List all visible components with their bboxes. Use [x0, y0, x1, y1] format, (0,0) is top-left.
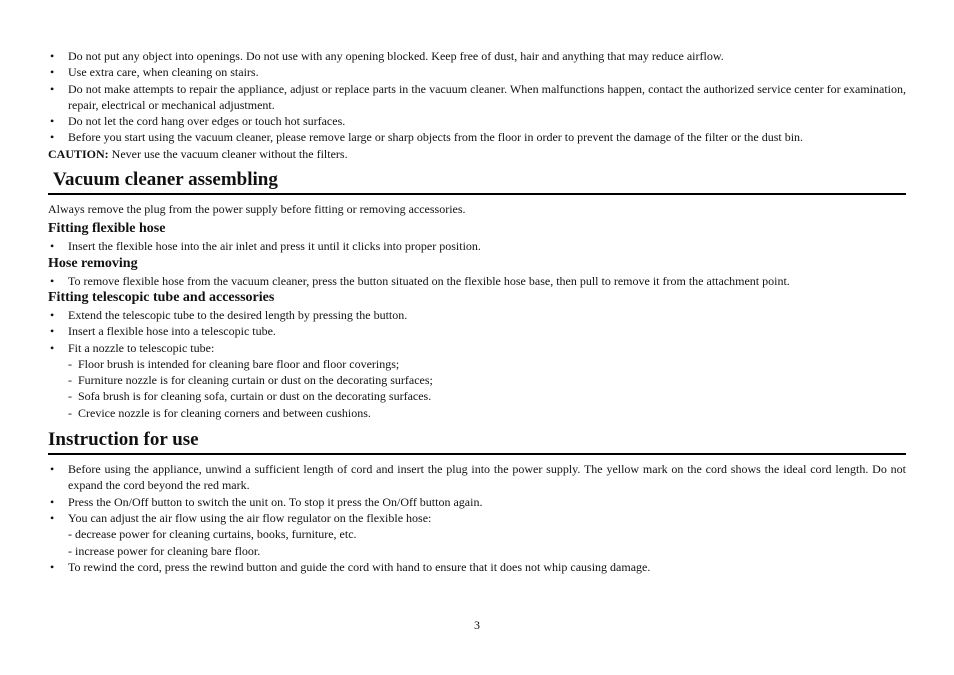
caution-text: Never use the vacuum cleaner without the filters.	[108, 146, 348, 161]
section-title-instruction: Instruction for use	[48, 428, 906, 455]
fitting-hose-list	[48, 238, 906, 254]
airflow-text: You can adjust the air flow using the air flow regulator on the flexible hose:	[68, 510, 432, 525]
instruction-item-rewind: • To rewind the cord, press the rewind button and guide the cord with hand to ensure that it does not whip causing damage.	[48, 559, 906, 575]
subheading-fitting-hose: Fitting flexible hose	[48, 221, 166, 237]
nozzle-item-furniture	[68, 372, 906, 388]
nozzle-list	[48, 356, 906, 421]
safety-item-cord: • Do not let the cord hang over edges or touch hot surfaces.	[48, 113, 906, 129]
hose-removing-list	[48, 273, 906, 289]
dash-marker: -	[68, 389, 72, 404]
instruction-item-airflow	[48, 510, 906, 559]
nozzle-item-floor-brush	[68, 356, 906, 372]
airflow-option-decrease: - decrease power for cleaning curtains, books, furniture, etc.	[68, 527, 357, 542]
instruction-list	[48, 461, 906, 575]
assembling-intro: Always remove the plug from the power supply before fitting or removing accessories.	[48, 202, 466, 217]
subheading-hose-removing: Hose removing	[48, 255, 138, 271]
nozzle-text: Furniture nozzle is for cleaning curtain or dust on the decorating surfaces;	[78, 373, 433, 388]
safety-item-repair: • Do not make attempts to repair the appliance, adjust or replace parts in the vacuum cleaner. When malfunctions happen, contact the authorized service center for examination, repair, electrical or mechanical adjustment.	[48, 81, 906, 114]
subheading-telescopic: Fitting telescopic tube and accessories	[48, 289, 275, 305]
telescopic-item-extend: • Extend the telescopic tube to the desired length by pressing the button.	[48, 307, 906, 323]
nozzle-item-sofa-brush	[68, 388, 906, 404]
nozzle-item-crevice	[68, 405, 906, 421]
airflow-option-increase: - increase power for cleaning bare floor.	[68, 543, 261, 558]
safety-item-objects: • Before you start using the vacuum cleaner, please remove large or sharp objects from the floor in order to prevent the damage of the filter or the dust bin.	[48, 129, 906, 145]
caution-label: CAUTION:	[48, 146, 109, 161]
fitting-hose-item: • Insert the flexible hose into the air inlet and press it until it clicks into proper position.	[48, 238, 906, 254]
telescopic-list	[48, 307, 906, 356]
instruction-item-unwind: • Before using the appliance, unwind a sufficient length of cord and insert the plug into the power supply. The yellow mark on the cord shows the ideal cord length. Do not expand the cord beyond the red mark.	[48, 461, 906, 494]
instruction-item-onoff: • Press the On/Off button to switch the unit on. To stop it press the On/Off button again.	[48, 494, 906, 510]
telescopic-item-insert: • Insert a flexible hose into a telescopic tube.	[48, 323, 906, 339]
telescopic-item-nozzle: • Fit a nozzle to telescopic tube:	[48, 340, 906, 356]
dash-marker: -	[68, 405, 72, 420]
dash-marker: -	[68, 356, 72, 371]
safety-list	[48, 48, 906, 146]
page-number: 3	[474, 618, 480, 632]
caution-note	[48, 146, 906, 162]
nozzle-text: Sofa brush is for cleaning sofa, curtain or dust on the decorating surfaces.	[78, 389, 432, 404]
safety-item-stairs: • Use extra care, when cleaning on stairs.	[48, 64, 906, 80]
nozzle-text: Crevice nozzle is for cleaning corners and between cushions.	[78, 405, 371, 420]
dash-marker: -	[68, 373, 72, 388]
nozzle-text: Floor brush is intended for cleaning bare floor and floor coverings;	[78, 356, 400, 371]
safety-item-openings: • Do not put any object into openings. Do not use with any opening blocked. Keep free of dust, hair and anything that may reduce airflow.	[48, 48, 906, 64]
section-title-assembling: Vacuum cleaner assembling	[48, 168, 906, 195]
manual-page	[48, 48, 906, 575]
hose-removing-item: • To remove flexible hose from the vacuum cleaner, press the button situated on the flexible hose base, then pull to remove it from the attachment point.	[48, 273, 906, 289]
